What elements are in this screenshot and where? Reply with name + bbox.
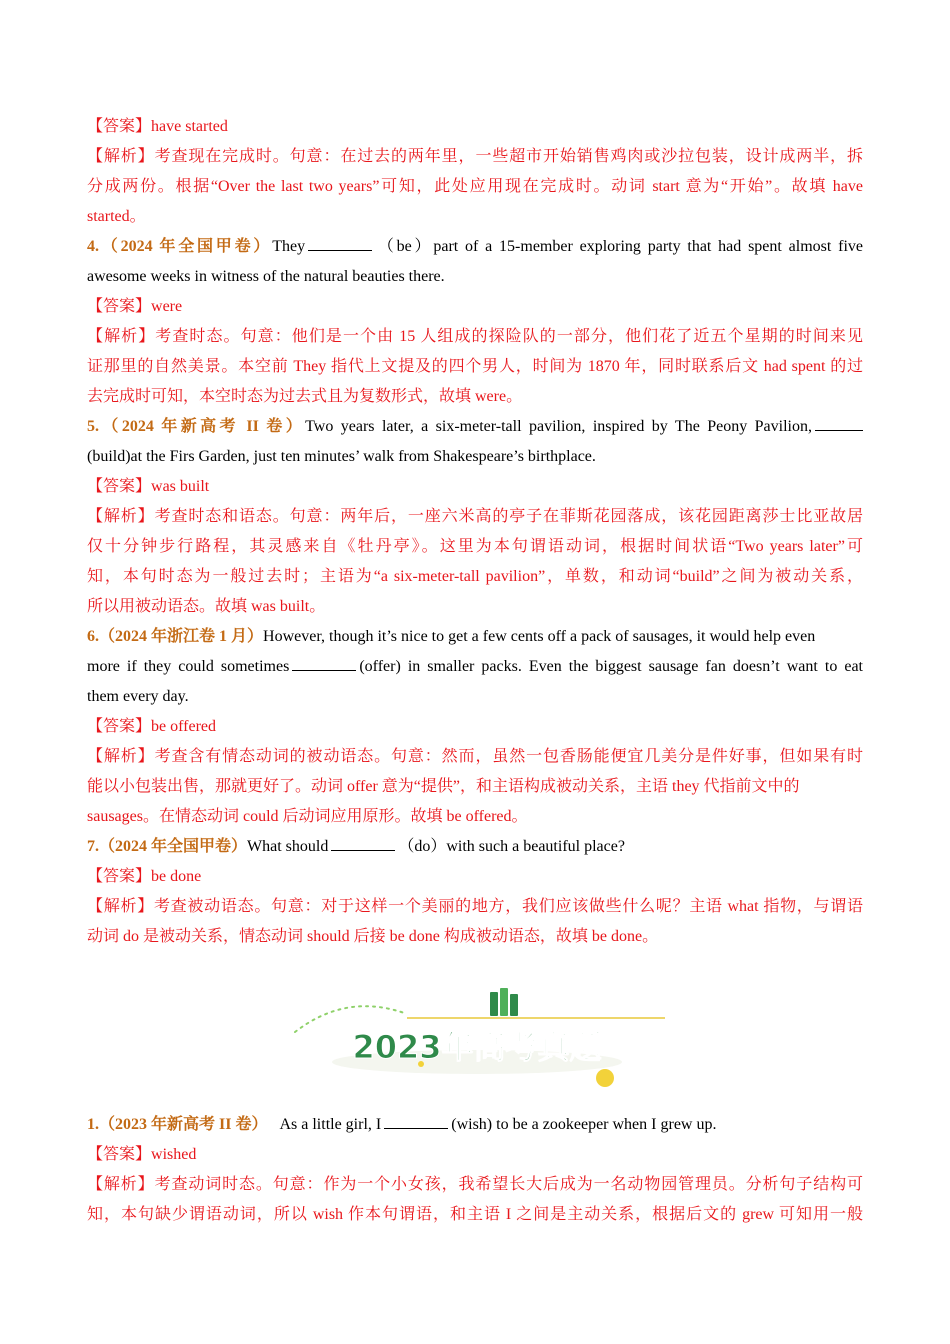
answer-blank [308,233,372,251]
analysis-line: 知，本句时态为一般过去时；主语为“a six-meter-tall pavilion”，单数，和动词“build”之间为被动关系， [87,568,863,585]
analysis-line: 能以小包装出售，那就更好了。动词 offer 意为“提供”，和主语构成被动关系，主语 they 代指前文中的 [87,778,800,795]
question-2023-1: 1.（2023 年新高考 II 卷） As a little girl, I (wish) to be a zookeeper when I grew up. [87,1110,863,1140]
question-7: 7.（2024 年全国甲卷）What should （do）with such a beautiful place? [87,832,863,862]
banner-title: 2023年高考真题 [352,1028,602,1066]
answer-blank [292,653,356,671]
answer-line: 【答案】be done [87,868,202,885]
question-6-cont: them every day. [87,688,189,705]
analysis-line: 【解析】考查时态和语态。句意：两年后，一座六米高的亭子在菲斯花园落成，该花园距离莎士比亚故居 [87,508,863,525]
answer-blank [331,833,395,851]
books-icon [490,988,518,1016]
question-5-cont: (build)at the Firs Garden, just ten minutes’ walk from Shakespeare’s birthplace. [87,448,596,465]
analysis-line: 【解析】考查时态。句意：他们是一个由 15 人组成的探险队的一部分，他们花了近五个星期的时间来见 [87,328,863,345]
question-5: 5.（2024 年新高考 II 卷）Two years later, a six-meter-tall pavilion, inspired by The Peony Pavilion, [87,412,863,442]
answer-blank [384,1111,448,1129]
answer-line: 【答案】was built [87,478,210,495]
analysis-line: 【解析】考查含有情态动词的被动语态。句意：然而，虽然一包香肠能便宜几美分是件好事，但如果有时 [87,748,863,765]
yellow-dot [596,1069,614,1087]
analysis-line: 仅十分钟步行路程，其灵感来自《牡丹亭》。这里为本句谓语动词，根据时间状语“Two years later”可 [87,538,863,555]
analysis-line: 去完成时可知，本空时态为过去式且为复数形式，故填 were。 [87,388,523,405]
analysis-line: 知，本句缺少谓语动词，所以 wish 作本句谓语，和主语 I 之间是主动关系，根据后文的 grew 可知用一般 [87,1206,863,1223]
analysis-line: 证那里的自然美景。本空前 They 指代上文提及的四个男人，时间为 1870 年，同时联系后文 had spent 的过 [87,358,863,375]
question-6-cont: more if they could sometimes (offer) in smaller packs. Even the biggest sausage fan doesn’t want to eat [87,652,863,682]
question-4-cont: awesome weeks in witness of the natural beauties there. [87,268,445,285]
analysis-line: sausages。在情态动词 could 后动词应用原形。故填 be offered。 [87,808,528,825]
answer-blank [815,413,863,431]
question-6: 6.（2024 年浙江卷 1 月）However, though it’s nice to get a few cents off a pack of sausages, it would help even [87,628,816,645]
answer-line: 【答案】wished [87,1146,197,1163]
analysis-line: 分成两份。根据“Over the last two years”可知，此处应用现在完成时。动词 start 意为“开始”。故填 have [87,178,863,195]
analysis-line: started。 [87,208,146,225]
question-4: 4.（2024 年全国甲卷）They （be）part of a 15-member exploring party that had spent almost five [87,232,863,262]
analysis-line: 动词 do 是被动关系，情态动词 should 后接 be done 构成被动语态，故填 be done。 [87,928,659,945]
analysis-line: 【解析】考查现在完成时。句意：在过去的两年里，一些超市开始销售鸡肉或沙拉包装，设计成两半，拆 [87,148,863,165]
banner-graphic [287,952,667,1092]
answer-line: 【答案】have started [87,118,228,135]
analysis-line: 【解析】考查动词时态。句意：作为一个小女孩，我希望长大后成为一名动物园管理员。分析句子结构可 [87,1176,863,1193]
section-banner [87,952,863,1102]
content [87,112,863,1230]
answer-line: 【答案】were [87,298,183,315]
analysis-line: 所以用被动语态。故填 was built。 [87,598,326,615]
analysis-line: 【解析】考查被动语态。句意：对于这样一个美丽的地方，我们应该做些什么呢？主语 what 指物，与谓语 [87,898,863,915]
answer-line: 【答案】be offered [87,718,217,735]
